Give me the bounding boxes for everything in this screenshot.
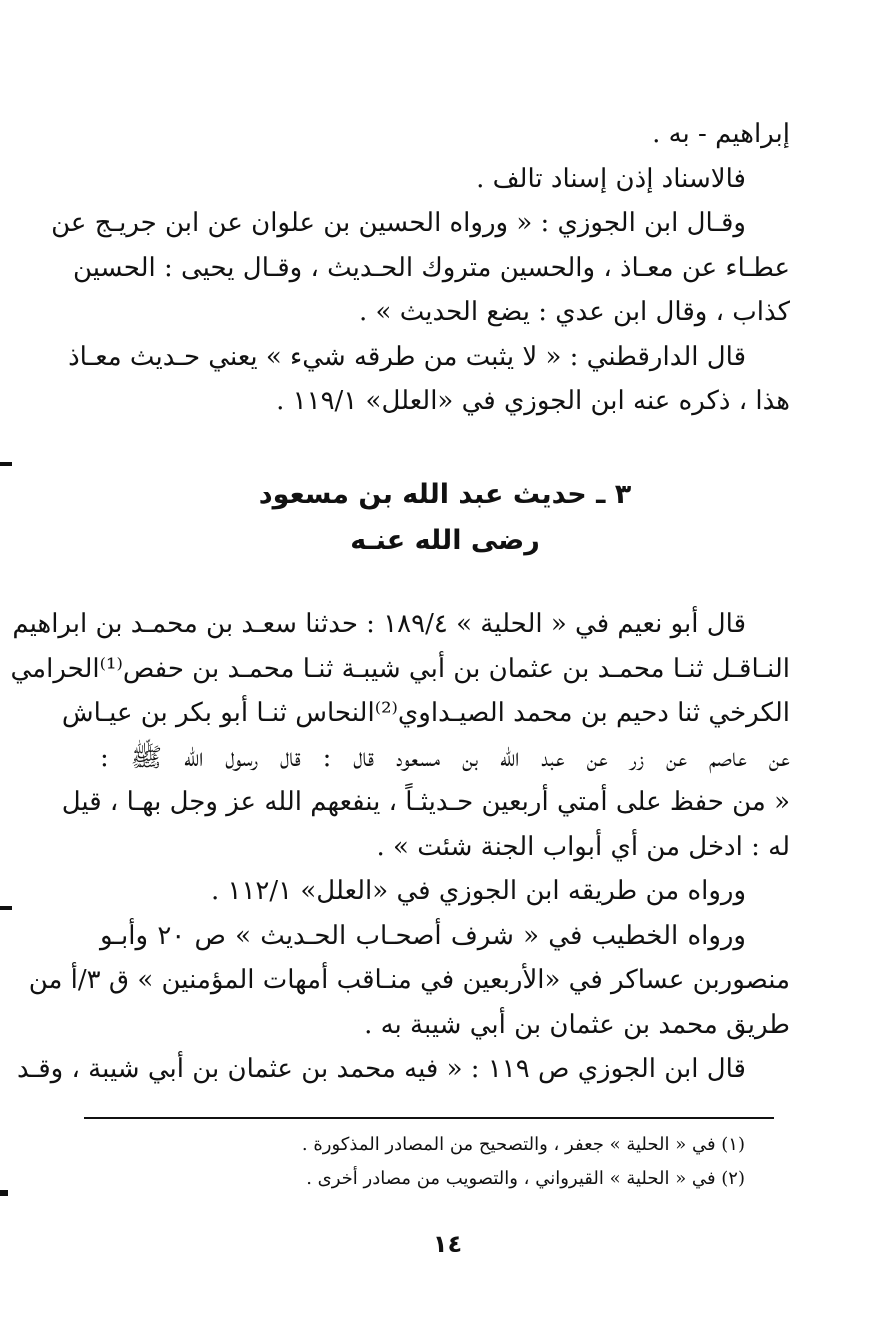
footnotes bbox=[120, 1128, 745, 1196]
footnote-2: (٢) في « الحلية » القيرواني ، والتصويب من مصادر أخرى . bbox=[306, 1168, 745, 1189]
section-heading: ٣ ـ حديث عبد الله بن مسعود bbox=[258, 479, 632, 510]
main-paragraphs bbox=[10, 602, 790, 1092]
text-line: قال أبو نعيم في « الحلية » ١٨٩/٤ : حدثنا سعـد بن محمـد بن ابراهيم bbox=[12, 609, 746, 639]
text-line: قال ابن الجوزي ص ١١٩ : « فيه محمد بن عثمان بن أبي شيبة ، وقـد bbox=[16, 1054, 746, 1084]
text-line: النـاقـل ثنـا محمـد بن عثمان بن أبي شيبـة ثنـا محمـد بن حفص⁽¹⁾الحرامي bbox=[10, 653, 790, 684]
text-line: وقـال ابن الجوزي : « ورواه الحسين بن علوان عن ابن جريـج عن bbox=[51, 208, 746, 238]
scan-edge-mark bbox=[0, 462, 12, 466]
footnote-divider bbox=[84, 1117, 774, 1119]
text-line: قال الدارقطني : « لا يثبت من طرقه شيء » يعني حـديث معـاذ bbox=[68, 341, 746, 372]
text-line: فالاسناد إذن إسناد تالف . bbox=[476, 163, 746, 194]
page-number: ١٤ bbox=[432, 1230, 463, 1258]
text-line: « من حفظ على أمتي أربعين حـديثـاً ، ينفعهم الله عز وجل بهـا ، قيل bbox=[61, 787, 790, 817]
scan-edge-mark bbox=[0, 1190, 8, 1196]
section-subheading: رضى الله عنـه bbox=[350, 525, 540, 556]
text-line: ورواه الخطيب في « شرف أصحـاب الحـديث » ص ٢٠ وأبـو bbox=[100, 920, 746, 951]
text-line: ورواه من طريقه ابن الجوزي في «العلل» ١١٢/١ . bbox=[210, 876, 746, 906]
top-paragraphs bbox=[51, 112, 790, 424]
text-line: هذا ، ذكره عنه ابن الجوزي في «العلل» ١١٩/١ . bbox=[276, 386, 790, 416]
text-line: له : ادخل من أي أبواب الجنة شئت » . bbox=[376, 831, 790, 862]
text-line: الكرخي ثنا دحيم بن محمد الصيـداوي⁽²⁾النحاس ثنـا أبو بكر بن عيـاش bbox=[61, 698, 790, 728]
text-line: عن عاصم عن زر عن عبد الله بن مسعود قال : قال رسول الله ﷺ : bbox=[100, 742, 790, 773]
text-line: إبراهيم - به . bbox=[652, 119, 790, 149]
scan-edge-mark bbox=[0, 906, 12, 910]
text-line: منصوربن عساكر في «الأربعين في منـاقب أمهات المؤمنين » ق ٣/أ من bbox=[28, 965, 790, 995]
text-line: طريق محمد بن عثمان بن أبي شيبة به . bbox=[364, 1009, 790, 1040]
text-line: كذاب ، وقال ابن عدي : يضع الحديث » . bbox=[359, 297, 790, 327]
footnote-1: (١) في « الحلية » جعفر ، والتصحيح من المصادر المذكورة . bbox=[301, 1134, 745, 1155]
text-line: عطـاء عن معـاذ ، والحسين متروك الحـديث ، وقـال يحيى : الحسين bbox=[72, 252, 790, 283]
